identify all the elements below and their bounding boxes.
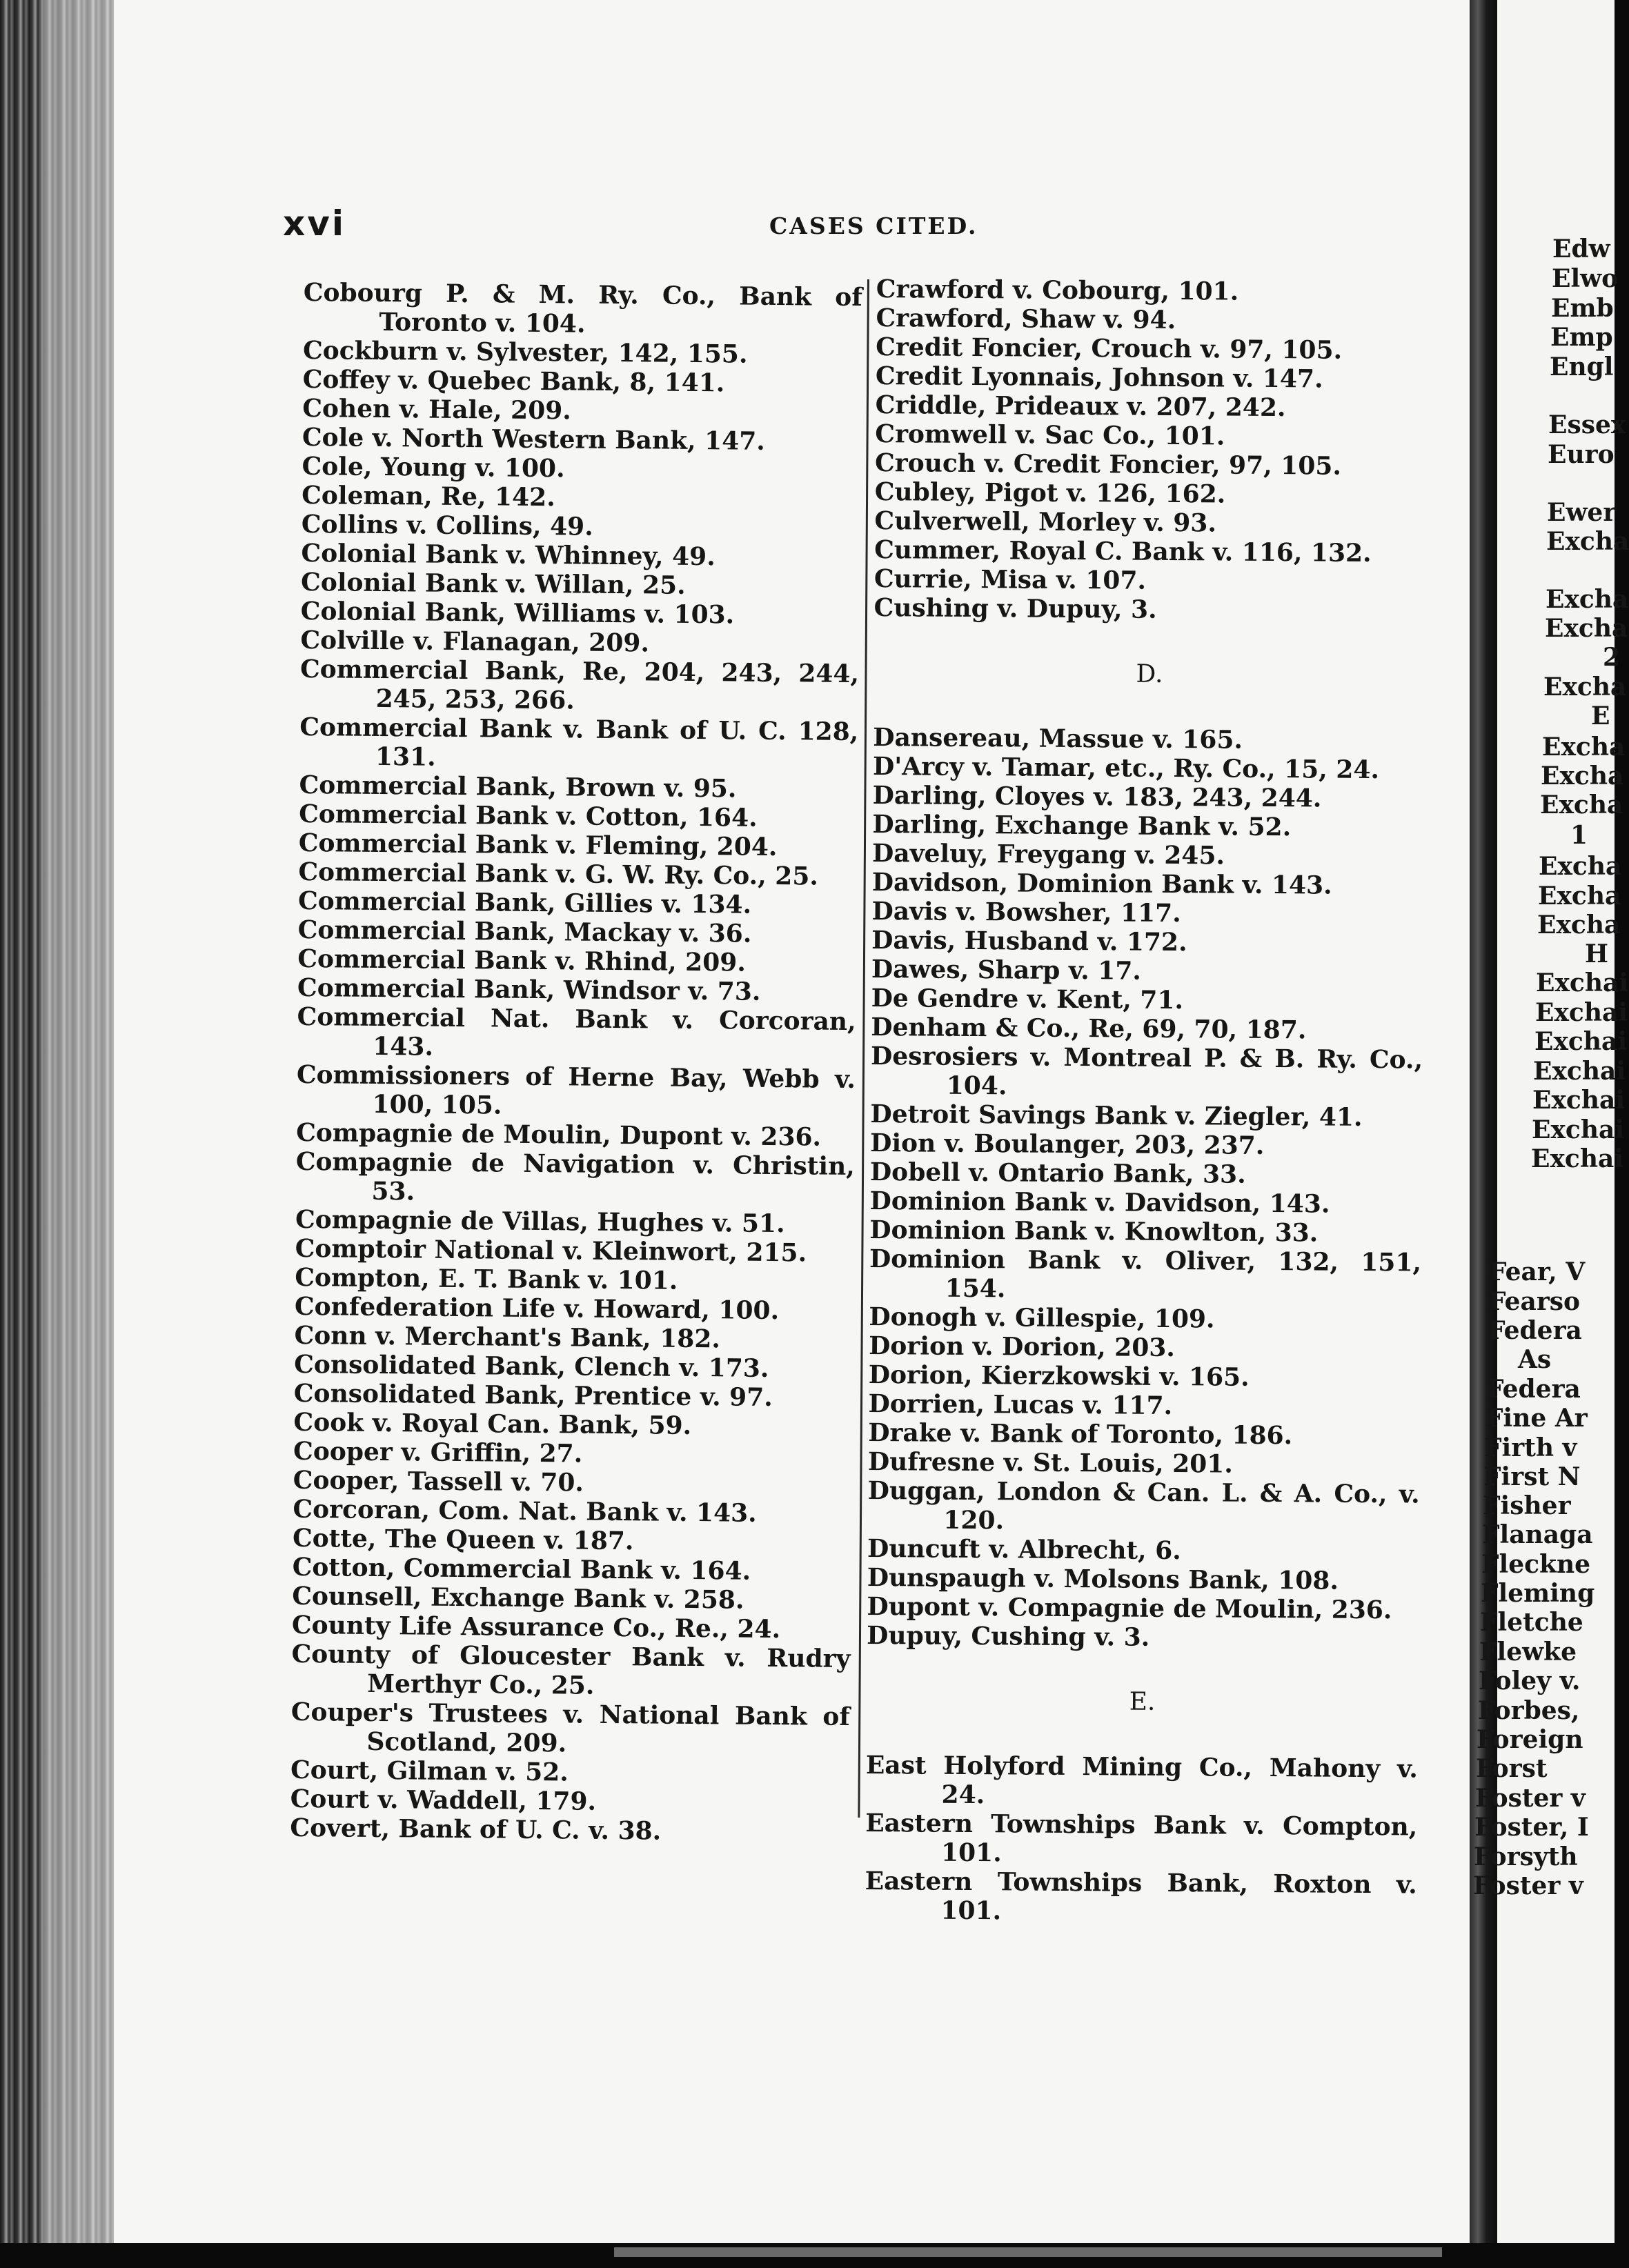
index-entry: Cockburn v. Sylvester, 142, 155.	[302, 335, 748, 369]
index-entry: Covert, Bank of U. C. v. 38.	[290, 1813, 662, 1846]
index-entry: Dansereau, Massue v. 165.	[873, 722, 1243, 755]
index-entry: Desrosiers v. Montreal P. & B. Ry. Co., 104.	[870, 1041, 1423, 1101]
index-entry: Daveluy, Freygang v. 245.	[871, 838, 1225, 871]
index-entry: Dupuy, Cushing v. 3.	[867, 1620, 1150, 1652]
facing-page-text: Flewke	[1479, 1638, 1577, 1667]
index-entry: Denham & Co., Re, 69, 70, 187.	[871, 1012, 1307, 1045]
left-column	[290, 278, 862, 1847]
index-entry: Dorion v. Dorion, 203.	[869, 1331, 1176, 1363]
facing-page-text: Fear, V	[1489, 1257, 1586, 1286]
facing-page-text: Foreign	[1477, 1725, 1583, 1754]
facing-page-text: Emp	[1550, 323, 1613, 352]
index-entry: Eastern Townships Bank v. Compton, 101.	[865, 1808, 1418, 1868]
index-entry: Credit Lyonnais, Johnson v. 147.	[875, 361, 1323, 394]
facing-page-text: Fisher	[1483, 1491, 1571, 1520]
index-entry: Detroit Savings Bank v. Ziegler, 41.	[870, 1099, 1363, 1132]
c-entries-group	[873, 275, 1428, 626]
index-entry: Eastern Townships Bank, Roxton v. 101.	[865, 1866, 1417, 1926]
index-entry: Cohen v. Hale, 209.	[302, 393, 572, 426]
facing-page-text: Excha	[1538, 882, 1621, 911]
index-entry: Commercial Nat. Bank v. Corcoran, 143.	[297, 1002, 856, 1062]
index-entry: Culverwell, Morley v. 93.	[874, 506, 1217, 538]
e-entries-group	[865, 1751, 1418, 1929]
index-entry: Collins v. Collins, 49.	[301, 509, 593, 541]
page-curl-shadow	[41, 0, 121, 2268]
index-entry: County Life Assurance Co., Re., 24.	[291, 1610, 781, 1644]
index-entry: Dorrien, Lucas v. 117.	[868, 1389, 1173, 1421]
facing-page-text: Forst	[1476, 1754, 1548, 1783]
index-entry: Cobourg P. & M. Ry. Co., Bank of Toronto v. 104.	[303, 278, 862, 339]
running-head: CASES CITED.	[769, 212, 978, 239]
index-entry: Commissioners of Herne Bay, Webb v. 100, 105.	[296, 1060, 856, 1120]
index-entry: Dufresne v. St. Louis, 201.	[867, 1446, 1233, 1479]
facing-page-text: Fine Ar	[1485, 1404, 1588, 1433]
section-gap	[873, 687, 1425, 727]
index-entry: Darling, Exchange Bank v. 52.	[872, 809, 1292, 842]
index-entry: Crawford, Shaw v. 94.	[876, 303, 1176, 335]
index-entry: Commercial Bank, Gillies v. 134.	[297, 886, 752, 919]
facing-page-text: 2	[1603, 643, 1621, 672]
facing-page-text: Euro	[1548, 440, 1615, 469]
index-entry: Cole, Young v. 100.	[302, 451, 565, 484]
facing-page-text: Exchai	[1532, 1115, 1624, 1144]
index-entry: Credit Foncier, Crouch v. 97, 105.	[876, 332, 1343, 365]
index-entry: Darling, Cloyes v. 183, 243, 244.	[872, 780, 1322, 813]
index-entry: Dupont v. Compagnie de Moulin, 236.	[867, 1591, 1392, 1625]
facing-page-text: Exchai	[1535, 998, 1628, 1027]
index-entry: Drake v. Bank of Toronto, 186.	[868, 1418, 1293, 1451]
section-gap	[866, 1715, 1418, 1755]
facing-page-text: 1	[1570, 821, 1588, 850]
facing-page-text: Edw	[1552, 235, 1610, 263]
index-entry: Dominion Bank v. Knowlton, 33.	[869, 1215, 1319, 1248]
facing-page-text: Forbes,	[1478, 1696, 1580, 1725]
index-entry: Comptoir National v. Kleinwort, 215.	[295, 1233, 807, 1268]
facing-page-text: Federa	[1488, 1316, 1582, 1345]
facing-page-text: Forsyth	[1474, 1842, 1578, 1871]
index-entry: Commercial Bank v. Fleming, 204.	[298, 828, 778, 862]
facing-page-text: First N	[1483, 1462, 1581, 1491]
middle-column	[865, 275, 1428, 1929]
facing-page-text: Elwo	[1552, 264, 1619, 293]
index-entry: Cook v. Royal Can. Bank, 59.	[293, 1407, 692, 1440]
facing-page-text: Essex	[1548, 410, 1626, 439]
index-entry: Crouch v. Credit Foncier, 97, 105.	[874, 448, 1342, 481]
index-entry: Coffey v. Quebec Bank, 8, 141.	[302, 364, 725, 398]
index-entry: Commercial Bank v. Rhind, 209.	[297, 944, 747, 977]
facing-page-text: Excha	[1546, 527, 1629, 556]
index-entry: Compagnie de Navigation v. Christin, 53.	[295, 1146, 855, 1206]
facing-page-text: Foster v	[1475, 1784, 1586, 1813]
page-bottom-edge	[614, 2247, 1442, 2257]
index-entry: Cummer, Royal C. Bank v. 116, 132.	[874, 535, 1372, 568]
facing-page-text: Fleckne	[1481, 1550, 1591, 1579]
facing-page-text: Flanaga	[1482, 1520, 1593, 1549]
book-spine-shadow	[1470, 0, 1497, 2268]
index-entry: Commercial Bank, Mackay v. 36.	[297, 915, 752, 948]
index-entry: Cushing v. Dupuy, 3.	[873, 593, 1157, 624]
index-entry: Davis v. Bowsher, 117.	[871, 896, 1181, 928]
index-entry: Colville v. Flanagan, 209.	[300, 625, 650, 658]
facing-page-text: Ewer	[1547, 498, 1617, 527]
facing-page-text: Excha	[1540, 790, 1623, 819]
facing-page-text: E	[1591, 702, 1610, 730]
facing-page-text: Excha	[1541, 762, 1624, 790]
index-entry: Compagnie de Moulin, Dupont v. 236.	[296, 1117, 822, 1152]
index-entry: Cubley, Pigot v. 126, 162.	[874, 477, 1226, 509]
index-entry: Commercial Bank, Re, 204, 243, 244, 245, 253, 266.	[299, 654, 860, 715]
index-entry: Duggan, London & Can. L. & A. Co., v. 120.	[867, 1475, 1420, 1535]
index-entry: East Holyford Mining Co., Mahony v. 24.	[865, 1750, 1419, 1810]
index-entry: Commercial Bank, Windsor v. 73.	[297, 973, 761, 1006]
index-entry: Consolidated Bank, Prentice v. 97.	[293, 1378, 773, 1412]
index-entry: Crawford v. Cobourg, 101.	[876, 275, 1239, 306]
index-entry: Cole v. North Western Bank, 147.	[302, 422, 766, 456]
index-entry: Commercial Bank, Brown v. 95.	[299, 770, 737, 804]
facing-page-text: Exchai	[1531, 1144, 1623, 1173]
index-entry: Couper's Trustees v. National Bank of Scotland, 209.	[290, 1697, 851, 1758]
index-entry: Currie, Misa v. 107.	[873, 564, 1147, 595]
index-entry: Consolidated Bank, Clench v. 173.	[294, 1349, 769, 1383]
index-entry: Dawes, Sharp v. 17.	[871, 954, 1142, 986]
page-number: xvi	[283, 203, 346, 243]
facing-page-text: Exchai	[1534, 1027, 1627, 1056]
section-heading-d: D.	[1136, 659, 1163, 688]
index-entry: Criddle, Prideaux v. 207, 242.	[875, 390, 1286, 423]
index-entry: Davidson, Dominion Bank v. 143.	[871, 867, 1332, 900]
section-heading-e: E.	[1129, 1687, 1156, 1716]
index-entry: Compton, E. T. Bank v. 101.	[295, 1262, 678, 1295]
index-entry: Cotton, Commercial Bank v. 164.	[292, 1552, 751, 1586]
index-entry: Coleman, Re, 142.	[302, 480, 555, 513]
index-entry: County of Gloucester Bank v. Rudry Merthyr Co., 25.	[291, 1639, 851, 1700]
section-gap	[873, 622, 1425, 662]
index-entry: Commercial Bank v. Cotton, 164.	[299, 799, 758, 833]
index-entry: Confederation Life v. Howard, 100.	[294, 1291, 780, 1326]
facing-page-text: Fearso	[1488, 1287, 1581, 1316]
facing-page-text: Firth v	[1484, 1433, 1577, 1462]
facing-page-text: Excha	[1543, 673, 1627, 702]
facing-page-text: Federa	[1486, 1375, 1581, 1404]
facing-page-text: Emb	[1551, 294, 1614, 323]
facing-page-text: Excha	[1542, 733, 1626, 762]
index-entry: Duncuft v. Albrecht, 6.	[867, 1533, 1181, 1566]
d-entries-group	[867, 723, 1425, 1654]
index-entry: Commercial Bank v. G. W. Ry. Co., 25.	[298, 857, 819, 891]
facing-page-text: Excha	[1537, 911, 1621, 939]
index-entry: Dion v. Boulanger, 203, 237.	[870, 1128, 1265, 1160]
facing-page-text: Foster, I	[1474, 1813, 1589, 1842]
facing-page-text: Foster v	[1473, 1871, 1583, 1900]
index-entry: De Gendre v. Kent, 71.	[871, 983, 1184, 1015]
index-entry: Cooper, Tassell v. 70.	[293, 1465, 584, 1498]
facing-page-text: Excha	[1545, 614, 1628, 643]
facing-page-text: Fletche	[1480, 1608, 1583, 1637]
index-entry: Court v. Waddell, 179.	[290, 1784, 597, 1816]
index-entry: Cromwell v. Sac Co., 101.	[875, 419, 1225, 451]
index-entry: Counsell, Exchange Bank v. 258.	[292, 1581, 744, 1615]
index-entry: Davis, Husband v. 172.	[871, 925, 1187, 957]
facing-page-text: Exchai	[1536, 968, 1628, 997]
index-entry: Cotte, The Queen v. 187.	[292, 1523, 634, 1556]
index-entry: Colonial Bank v. Whinney, 49.	[301, 538, 715, 572]
facing-page-text: Foley v.	[1479, 1667, 1581, 1695]
index-entry: Cooper v. Griffin, 27.	[293, 1436, 583, 1469]
facing-page-text: Fleming	[1481, 1579, 1595, 1608]
index-entry: Commercial Bank v. Bank of U. C. 128, 131.	[299, 712, 859, 772]
index-entry: Colonial Bank v. Willan, 25.	[300, 567, 686, 600]
bottom-edge	[0, 2243, 1615, 2268]
facing-page-text: Exchai	[1533, 1057, 1626, 1086]
facing-page-fragment	[1473, 0, 1629, 2268]
index-entry: Colonial Bank, Williams v. 103.	[300, 596, 735, 630]
facing-page-text: Excha	[1546, 585, 1629, 614]
index-entry: Dobell v. Ontario Bank, 33.	[869, 1157, 1246, 1189]
facing-page-text: Excha	[1539, 852, 1622, 881]
index-entry: Dominion Bank v. Davidson, 143.	[869, 1186, 1330, 1219]
facing-page-text: H	[1585, 939, 1609, 968]
index-entry: D'Arcy v. Tamar, etc., Ry. Co., 15, 24.	[872, 751, 1380, 785]
index-entry: Dominion Bank v. Oliver, 132, 151, 154.	[869, 1244, 1422, 1304]
index-entry: Conn v. Merchant's Bank, 182.	[294, 1320, 721, 1354]
index-entry: Dunspaugh v. Molsons Bank, 108.	[867, 1562, 1339, 1595]
facing-page-text: Exchai	[1532, 1086, 1625, 1115]
index-entry: Corcoran, Com. Nat. Bank v. 143.	[293, 1494, 757, 1528]
facing-page-text: As	[1518, 1345, 1552, 1374]
facing-page-text: Engl	[1550, 352, 1614, 381]
index-entry: Compagnie de Villas, Hughes v. 51.	[295, 1204, 785, 1239]
index-entry: Court, Gilman v. 52.	[290, 1755, 569, 1787]
index-entry: Dorion, Kierzkowski v. 165.	[868, 1360, 1250, 1392]
section-gap	[867, 1650, 1419, 1690]
index-entry: Donogh v. Gillespie, 109.	[869, 1302, 1215, 1334]
